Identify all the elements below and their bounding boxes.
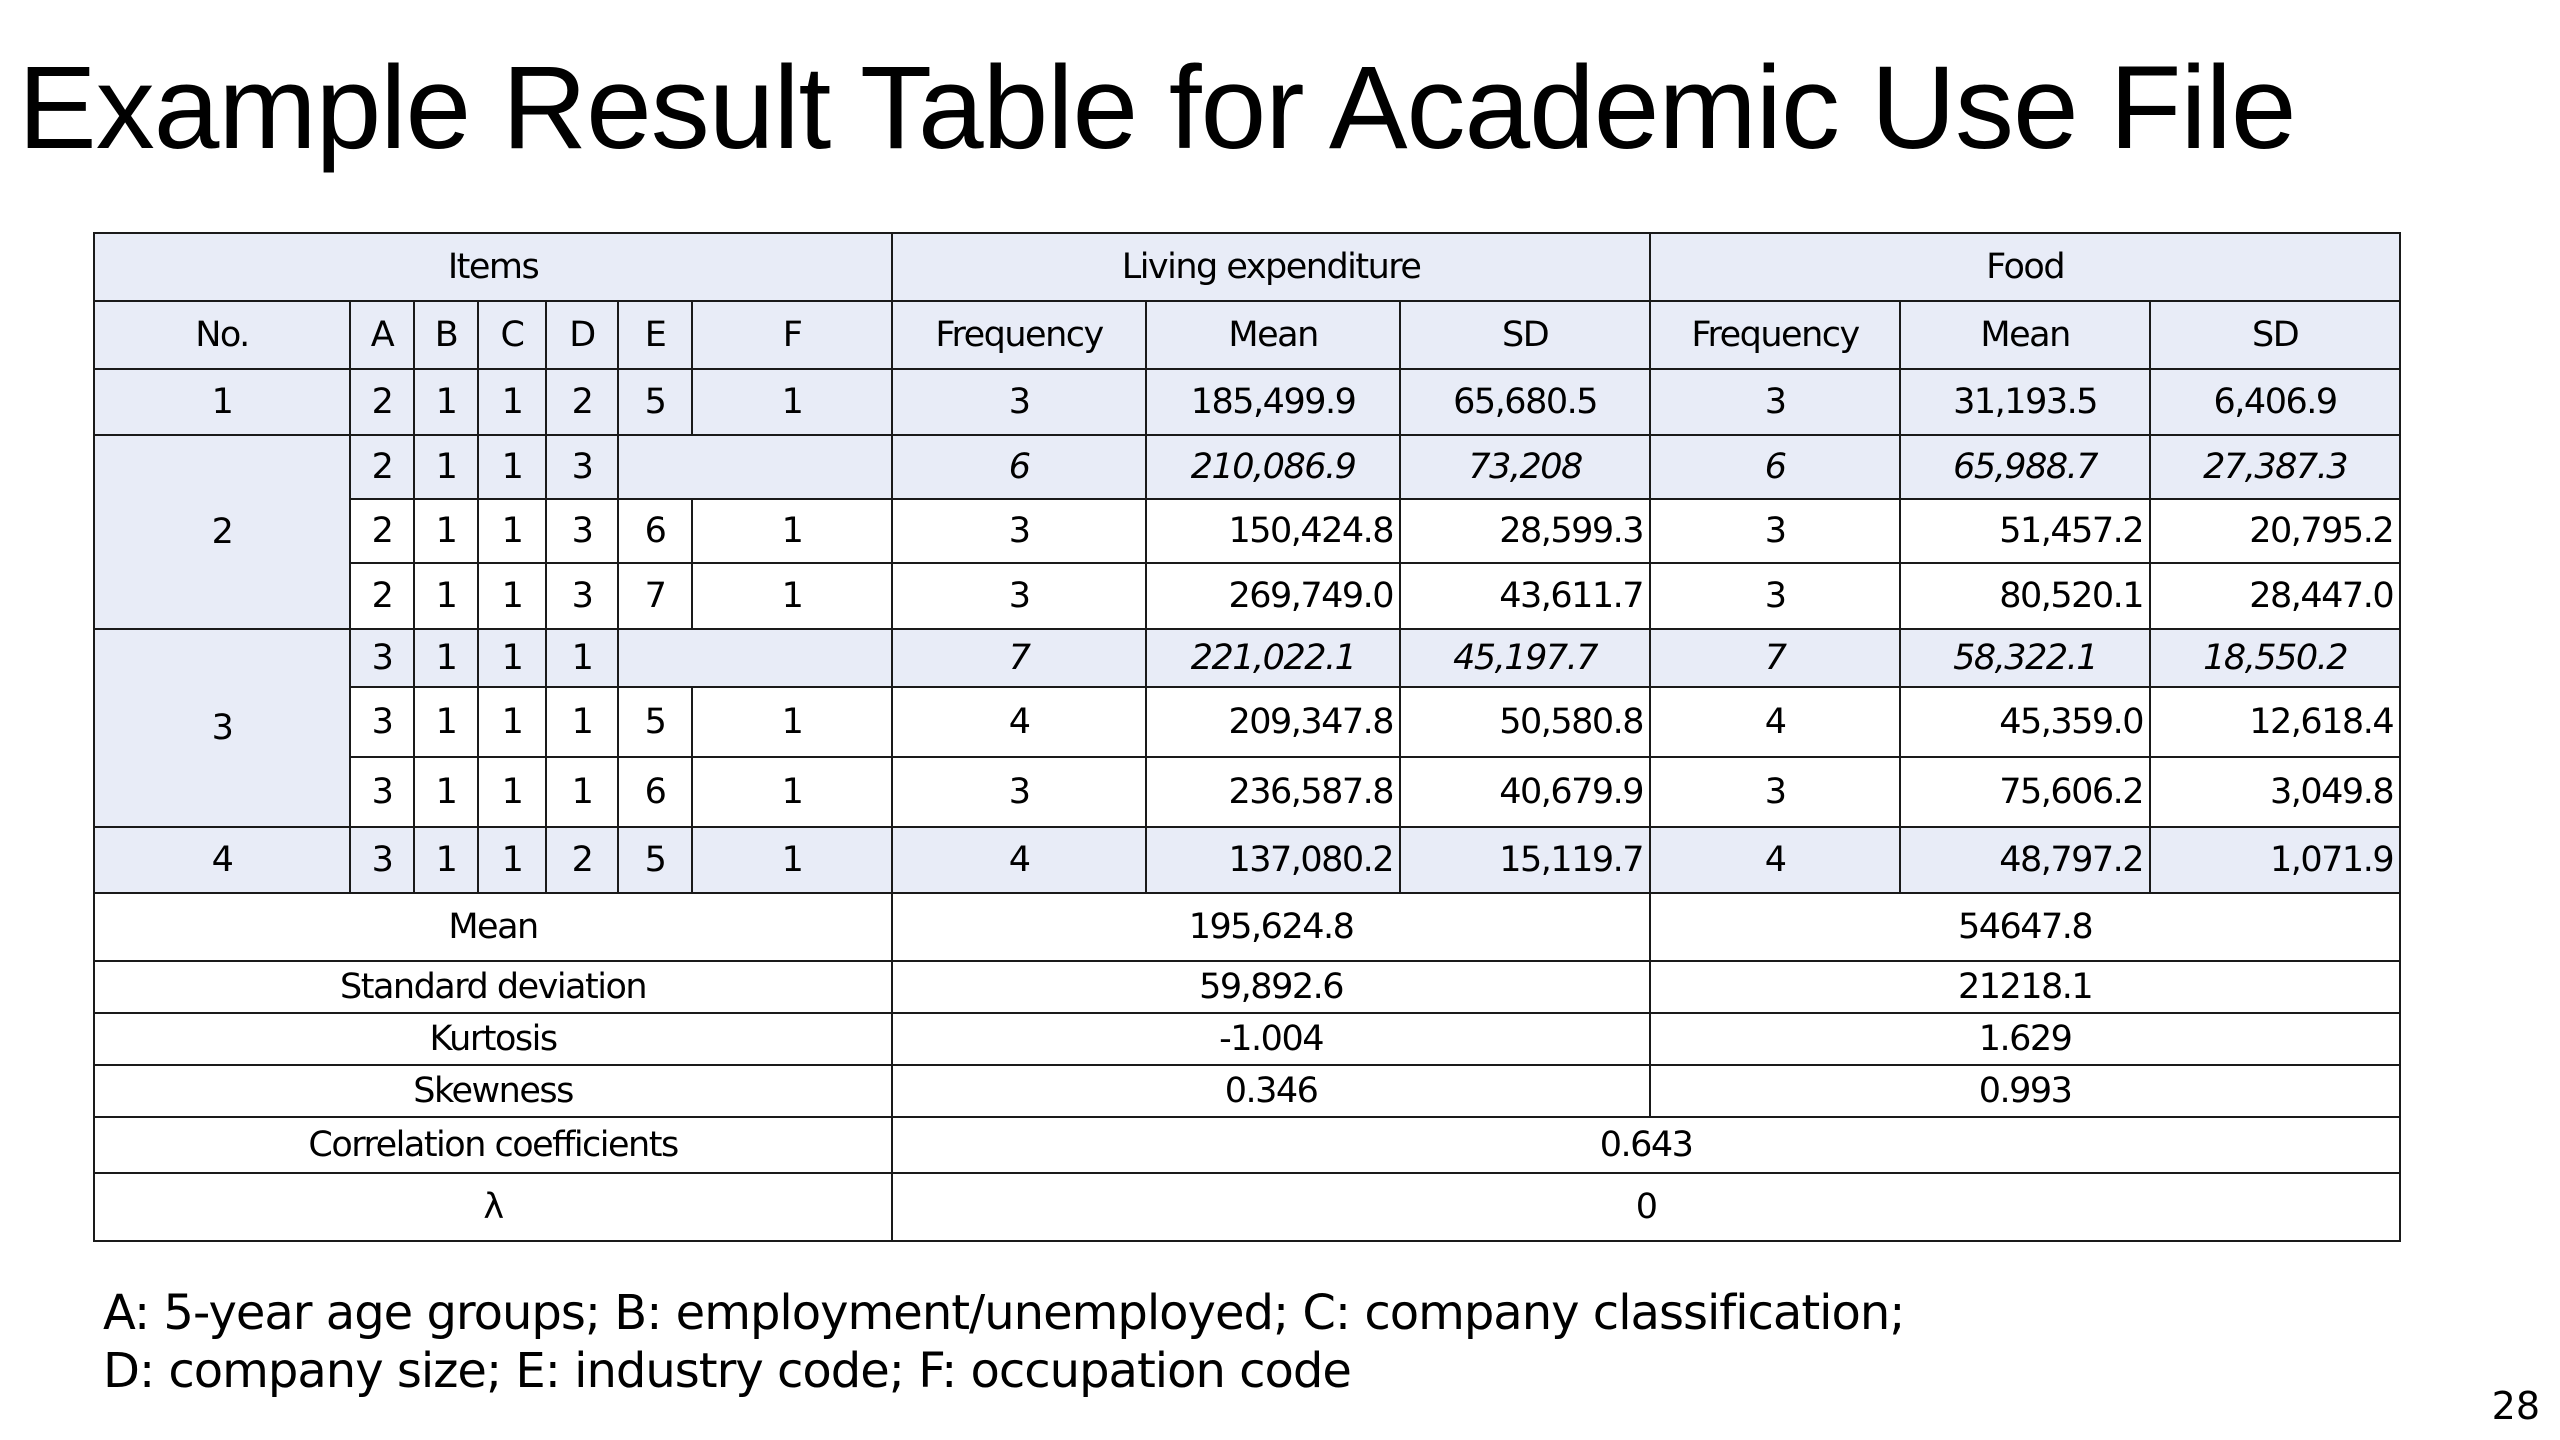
cell-f: 1: [692, 827, 892, 893]
cell-c: 1: [478, 629, 546, 687]
header-food: Food: [1650, 233, 2400, 301]
summary-row-kurtosis: [94, 1013, 2400, 1065]
summary-label: Standard deviation: [94, 961, 892, 1013]
cell-food-frequency: 4: [1650, 827, 1900, 893]
cell-empty: [618, 435, 892, 499]
table-row: [94, 499, 2400, 563]
cell-food-sd: 6,406.9: [2150, 369, 2400, 435]
cell-empty: [618, 629, 892, 687]
header-living-frequency: Frequency: [892, 301, 1146, 369]
cell-a: 2: [350, 499, 414, 563]
cell-d: 2: [546, 827, 618, 893]
cell-living-sd: 50,580.8: [1400, 687, 1650, 757]
cell-food-sd: 27,387.3: [2150, 435, 2400, 499]
cell-food-sd: 18,550.2: [2150, 629, 2400, 687]
cell-a: 2: [350, 435, 414, 499]
header-no: No.: [94, 301, 350, 369]
cell-e: 5: [618, 687, 692, 757]
row-no: 4: [94, 827, 350, 893]
summary-row-sd: [94, 961, 2400, 1013]
result-table: [93, 232, 2401, 1242]
cell-living-frequency: 3: [892, 757, 1146, 827]
cell-living-frequency: 3: [892, 563, 1146, 629]
header-living-sd: SD: [1400, 301, 1650, 369]
slide-title: Example Result Table for Academic Use File: [18, 42, 2296, 174]
cell-b: 1: [414, 757, 478, 827]
cell-living-sd: 15,119.7: [1400, 827, 1650, 893]
cell-food-mean: 48,797.2: [1900, 827, 2150, 893]
page-number: 28: [2491, 1384, 2540, 1428]
cell-living-mean: 269,749.0: [1146, 563, 1400, 629]
cell-living-frequency: 3: [892, 499, 1146, 563]
subtotal-row: [94, 435, 2400, 499]
footnote-line-2: D: company size; E: industry code; F: occupation code: [103, 1343, 1351, 1399]
cell-food-sd: 28,447.0: [2150, 563, 2400, 629]
cell-living-mean: 221,022.1: [1146, 629, 1400, 687]
header-food-mean: Mean: [1900, 301, 2150, 369]
summary-living: 195,624.8: [892, 893, 1650, 961]
cell-living-sd: 73,208: [1400, 435, 1650, 499]
summary-label: Kurtosis: [94, 1013, 892, 1065]
cell-food-mean: 65,988.7: [1900, 435, 2150, 499]
cell-b: 1: [414, 435, 478, 499]
header-f: F: [692, 301, 892, 369]
summary-living: -1.004: [892, 1013, 1650, 1065]
header-items: Items: [94, 233, 892, 301]
cell-food-mean: 45,359.0: [1900, 687, 2150, 757]
cell-food-mean: 75,606.2: [1900, 757, 2150, 827]
cell-c: 1: [478, 687, 546, 757]
summary-living: 0.346: [892, 1065, 1650, 1117]
cell-c: 1: [478, 499, 546, 563]
cell-food-frequency: 6: [1650, 435, 1900, 499]
cell-a: 3: [350, 757, 414, 827]
summary-food: 21218.1: [1650, 961, 2400, 1013]
cell-c: 1: [478, 757, 546, 827]
cell-f: 1: [692, 369, 892, 435]
cell-food-mean: 51,457.2: [1900, 499, 2150, 563]
summary-row-lambda: [94, 1173, 2400, 1241]
cell-living-mean: 185,499.9: [1146, 369, 1400, 435]
cell-b: 1: [414, 369, 478, 435]
cell-d: 2: [546, 369, 618, 435]
summary-value: 0.643: [892, 1117, 2400, 1173]
cell-c: 1: [478, 435, 546, 499]
cell-b: 1: [414, 499, 478, 563]
cell-food-sd: 3,049.8: [2150, 757, 2400, 827]
cell-food-mean: 58,322.1: [1900, 629, 2150, 687]
cell-f: 1: [692, 499, 892, 563]
cell-d: 1: [546, 687, 618, 757]
cell-e: 6: [618, 499, 692, 563]
cell-food-sd: 1,071.9: [2150, 827, 2400, 893]
cell-f: 1: [692, 757, 892, 827]
cell-food-frequency: 3: [1650, 499, 1900, 563]
cell-living-sd: 28,599.3: [1400, 499, 1650, 563]
summary-label: Correlation coefficients: [94, 1117, 892, 1173]
summary-row-correlation: [94, 1117, 2400, 1173]
cell-c: 1: [478, 369, 546, 435]
cell-b: 1: [414, 629, 478, 687]
header-d: D: [546, 301, 618, 369]
cell-a: 2: [350, 369, 414, 435]
cell-d: 3: [546, 435, 618, 499]
cell-living-mean: 236,587.8: [1146, 757, 1400, 827]
row-no: 3: [94, 629, 350, 827]
cell-d: 3: [546, 499, 618, 563]
cell-living-mean: 209,347.8: [1146, 687, 1400, 757]
cell-a: 3: [350, 687, 414, 757]
table-row: [94, 563, 2400, 629]
cell-food-frequency: 3: [1650, 757, 1900, 827]
cell-food-sd: 12,618.4: [2150, 687, 2400, 757]
cell-food-sd: 20,795.2: [2150, 499, 2400, 563]
header-a: A: [350, 301, 414, 369]
subtotal-row: [94, 629, 2400, 687]
cell-living-frequency: 4: [892, 827, 1146, 893]
table-row: [94, 827, 2400, 893]
table-row: [94, 757, 2400, 827]
cell-living-frequency: 7: [892, 629, 1146, 687]
header-c: C: [478, 301, 546, 369]
summary-label: Mean: [94, 893, 892, 961]
cell-living-sd: 43,611.7: [1400, 563, 1650, 629]
cell-food-mean: 31,193.5: [1900, 369, 2150, 435]
summary-value: 0: [892, 1173, 2400, 1241]
row-no: 2: [94, 435, 350, 629]
cell-a: 2: [350, 563, 414, 629]
cell-food-frequency: 7: [1650, 629, 1900, 687]
summary-row-mean: [94, 893, 2400, 961]
cell-living-sd: 40,679.9: [1400, 757, 1650, 827]
summary-label: λ: [94, 1173, 892, 1241]
cell-b: 1: [414, 687, 478, 757]
cell-b: 1: [414, 827, 478, 893]
cell-living-sd: 45,197.7: [1400, 629, 1650, 687]
cell-living-frequency: 4: [892, 687, 1146, 757]
cell-living-sd: 65,680.5: [1400, 369, 1650, 435]
table-row: [94, 369, 2400, 435]
cell-e: 7: [618, 563, 692, 629]
cell-f: 1: [692, 687, 892, 757]
footnote-line-1: A: 5-year age groups; B: employment/unemployed; C: company classification;: [103, 1285, 1905, 1341]
table-row: [94, 687, 2400, 757]
header-b: B: [414, 301, 478, 369]
summary-label: Skewness: [94, 1065, 892, 1117]
cell-b: 1: [414, 563, 478, 629]
header-living-mean: Mean: [1146, 301, 1400, 369]
header-food-frequency: Frequency: [1650, 301, 1900, 369]
footnote: [103, 1284, 1904, 1400]
cell-c: 1: [478, 563, 546, 629]
header-food-sd: SD: [2150, 301, 2400, 369]
cell-living-mean: 210,086.9: [1146, 435, 1400, 499]
header-row-groups: [94, 233, 2400, 301]
cell-d: 1: [546, 757, 618, 827]
summary-food: 1.629: [1650, 1013, 2400, 1065]
cell-d: 3: [546, 563, 618, 629]
cell-living-frequency: 3: [892, 369, 1146, 435]
cell-living-mean: 137,080.2: [1146, 827, 1400, 893]
cell-f: 1: [692, 563, 892, 629]
cell-c: 1: [478, 827, 546, 893]
header-row-columns: [94, 301, 2400, 369]
summary-living: 59,892.6: [892, 961, 1650, 1013]
cell-e: 5: [618, 827, 692, 893]
cell-food-frequency: 4: [1650, 687, 1900, 757]
row-no: 1: [94, 369, 350, 435]
header-living-expenditure: Living expenditure: [892, 233, 1650, 301]
cell-a: 3: [350, 827, 414, 893]
summary-food: 0.993: [1650, 1065, 2400, 1117]
cell-d: 1: [546, 629, 618, 687]
cell-food-frequency: 3: [1650, 563, 1900, 629]
cell-food-frequency: 3: [1650, 369, 1900, 435]
summary-row-skewness: [94, 1065, 2400, 1117]
cell-living-mean: 150,424.8: [1146, 499, 1400, 563]
cell-living-frequency: 6: [892, 435, 1146, 499]
cell-a: 3: [350, 629, 414, 687]
summary-food: 54647.8: [1650, 893, 2400, 961]
cell-food-mean: 80,520.1: [1900, 563, 2150, 629]
cell-e: 6: [618, 757, 692, 827]
cell-e: 5: [618, 369, 692, 435]
header-e: E: [618, 301, 692, 369]
